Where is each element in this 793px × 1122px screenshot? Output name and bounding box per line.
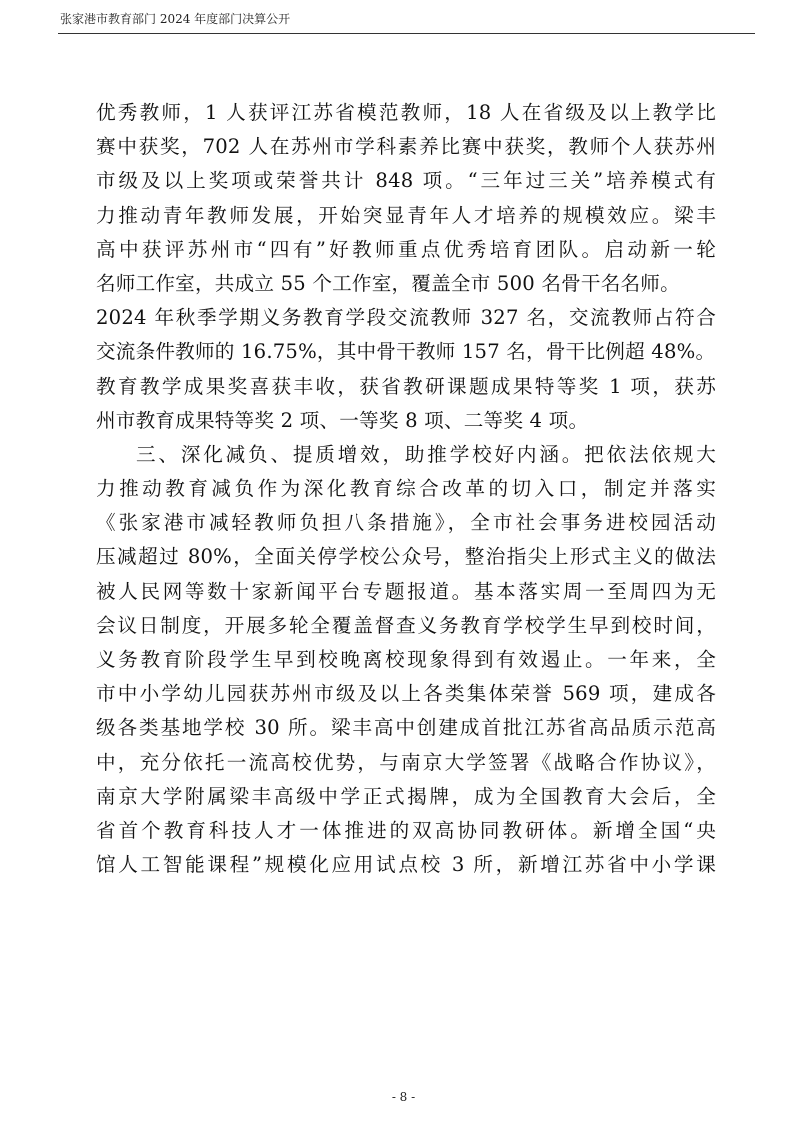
header-divider [58,33,755,34]
paragraph-2 [96,438,716,882]
text-line: 交流条件教师的 16.75%，其中骨干教师 157 名，骨干比例超 48%。 [96,340,716,364]
text-line: 州市教育成果特等奖 2 项、一等奖 8 项、二等奖 4 项。 [96,408,589,432]
text-line: 市级及以上奖项或荣誉共计 848 项。“三年过三关”培养模式有 [96,169,716,193]
text-line: 高中获评苏州市“四有”好教师重点优秀培育团队。启动新一轮 [96,237,716,261]
text-line: 压减超过 80%，全面关停学校公众号，整治指尖上形式主义的做法 [96,545,716,569]
text-line: 《张家港市减轻教师负担八条措施》，全市社会事务进校园活动 [96,511,716,535]
text-line: 级各类基地学校 30 所。梁丰高中创建成首批江苏省高品质示范高 [96,716,716,740]
running-header: 张家港市教育部门 2024 年度部门决算公开 [60,12,291,26]
paragraph-1 [96,96,716,438]
text-line: 市中小学幼儿园获苏州市级及以上各类集体荣誉 569 项，建成各 [96,682,716,706]
text-line: 义务教育阶段学生早到校晚离校现象得到有效遏止。一年来，全 [96,648,716,671]
document-body [96,96,716,882]
text-line: 2024 年秋季学期义务教育学段交流教师 327 名，交流教师占符合 [96,306,716,330]
text-line: 南京大学附属梁丰高级中学正式揭牌，成为全国教育大会后，全 [96,784,716,808]
text-line: 三、深化减负、提质增效，助推学校好内涵。把依法依规大 [136,442,716,466]
text-line: 中，充分依托一流高校优势，与南京大学签署《战略合作协议》， [96,750,716,774]
text-line: 省首个教育科技人才一体推进的双高协同教研体。新增全国“央 [96,818,716,842]
page-number: - 8 - [391,1090,416,1104]
text-line: 会议日制度，开展多轮全覆盖督查义务教育学校学生早到校时间， [96,613,716,637]
text-line: 赛中获奖，702 人在苏州市学科素养比赛中获奖，教师个人获苏州 [96,135,716,159]
text-line: 名师工作室，共成立 55 个工作室，覆盖全市 500 名骨干名名师。 [96,271,680,295]
text-line: 被人民网等数十家新闻平台专题报道。基本落实周一至周四为无 [96,579,716,603]
text-line: 教育教学成果奖喜获丰收，获省教研课题成果特等奖 1 项，获苏 [96,374,716,398]
text-line: 力推动教育减负作为深化教育综合改革的切入口，制定并落实 [96,477,716,501]
text-line: 馆人工智能课程”规模化应用试点校 3 所，新增江苏省中小学课 [96,853,716,877]
text-line: 力推动青年教师发展，开始突显青年人才培养的规模效应。梁丰 [96,203,716,227]
text-line: 优秀教师，1 人获评江苏省模范教师，18 人在省级及以上教学比 [96,101,716,124]
